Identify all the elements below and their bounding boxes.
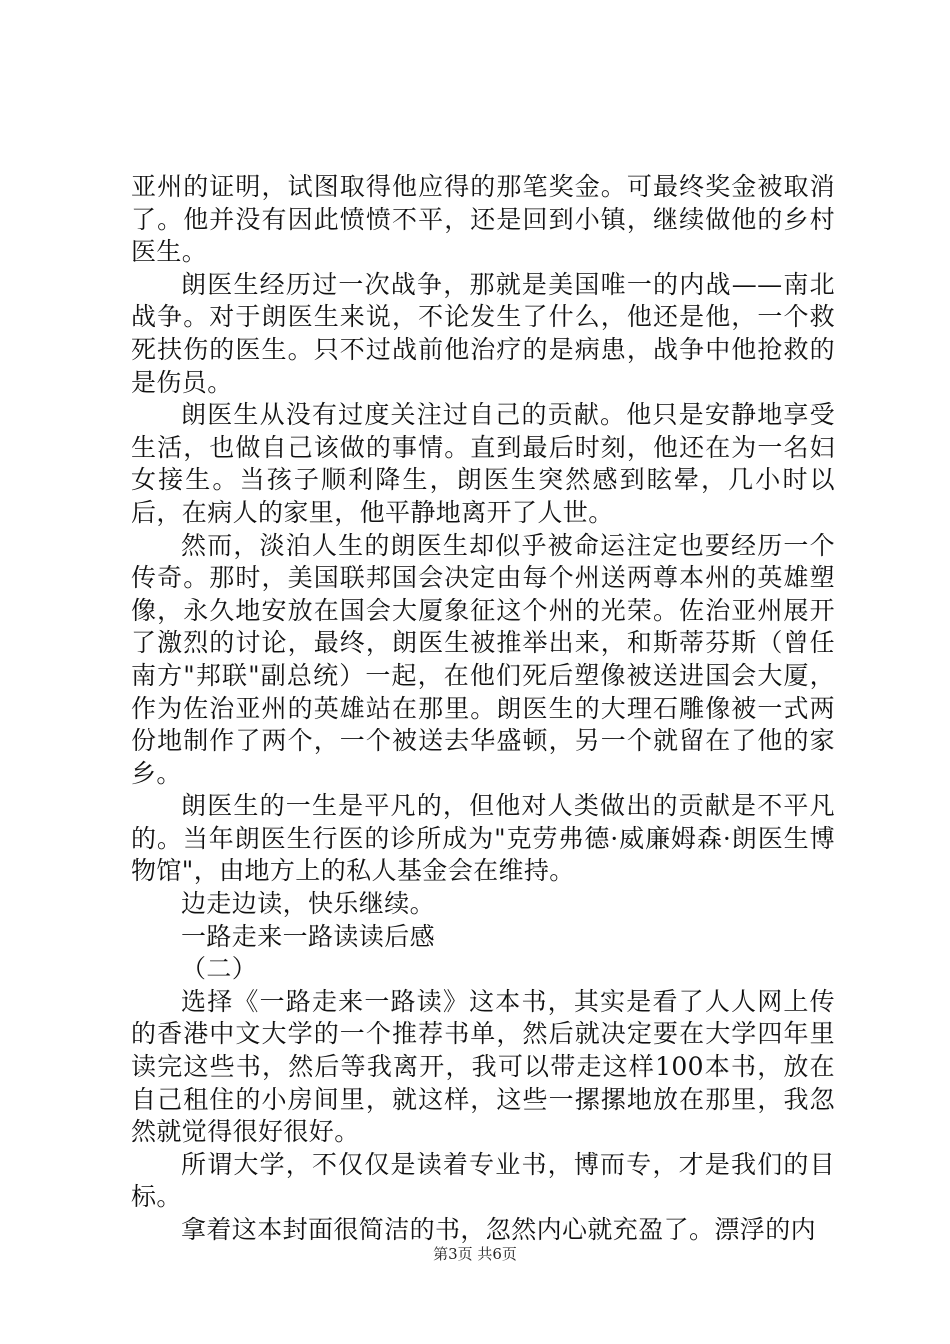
paragraph: 选择《一路走来一路读》这本书，其实是看了人人网上传的香港中文大学的一个推荐书单，然后就决定要在大学四年里读完这些书，然后等我离开，我可以带走这样100本书，放在自己租住的小房间里，就这样，这些一摞摞地放在那里，我忽然就觉得很好很好。 — [131, 986, 835, 1147]
paragraph: 边走边读，快乐继续。 — [181, 889, 436, 919]
paragraph: 拿着这本封面很简洁的书，忽然内心就充盈了。漂浮的内 — [181, 1215, 817, 1244]
section-title: 一路走来一路读读后感 — [181, 921, 436, 951]
section-number: （二） — [181, 954, 258, 984]
page-footer: 第3页 共6页 — [433, 1245, 517, 1263]
paragraph: 亚州的证明，试图取得他应得的那笔奖金。可最终奖金被取消了。他并没有因此愤愤不平，还是回到小镇，继续做他的乡村医生。 — [131, 172, 835, 267]
paragraph: 朗医生从没有过度关注过自己的贡献。他只是安静地享受生活，也做自己该做的事情。直到最后时刻，他还在为一名妇女接生。当孩子顺利降生，朗医生突然感到眩晕，几小时以后，在病人的家里，他平静地离开了人世。 — [131, 400, 835, 527]
paragraph: 然而，淡泊人生的朗医生却似乎被命运注定也要经历一个传奇。那时，美国联邦国会决定由每个州送两尊本州的英雄塑像，永久地安放在国会大厦象征这个州的光荣。佐治亚州展开了激烈的讨论，最终，朗医生被推举出来，和斯蒂芬斯（曾任南方"邦联"副总统）一起，在他们死后塑像被送进国会大厦，作为佐治亚州的英雄站在那里。朗医生的大理石雕像被一式两份地制作了两个，一个被送去华盛顿，另一个就留在了他的家乡。 — [131, 530, 835, 788]
paragraph: 朗医生经历过一次战争，那就是美国唯一的内战——南北战争。对于朗医生来说，不论发生了什么，他还是他，一个救死扶伤的医生。只不过战前他治疗的是病患，战争中他抢救的是伤员。 — [131, 269, 835, 397]
document-body — [131, 171, 835, 1247]
paragraph: 朗医生的一生是平凡的，但他对人类做出的贡献是不平凡的。当年朗医生行医的诊所成为"克劳弗德·威廉姆森·朗医生博物馆"，由地方上的私人基金会在维持。 — [131, 791, 835, 886]
paragraph: 所谓大学，不仅仅是读着专业书，博而专，才是我们的目标。 — [131, 1149, 835, 1212]
